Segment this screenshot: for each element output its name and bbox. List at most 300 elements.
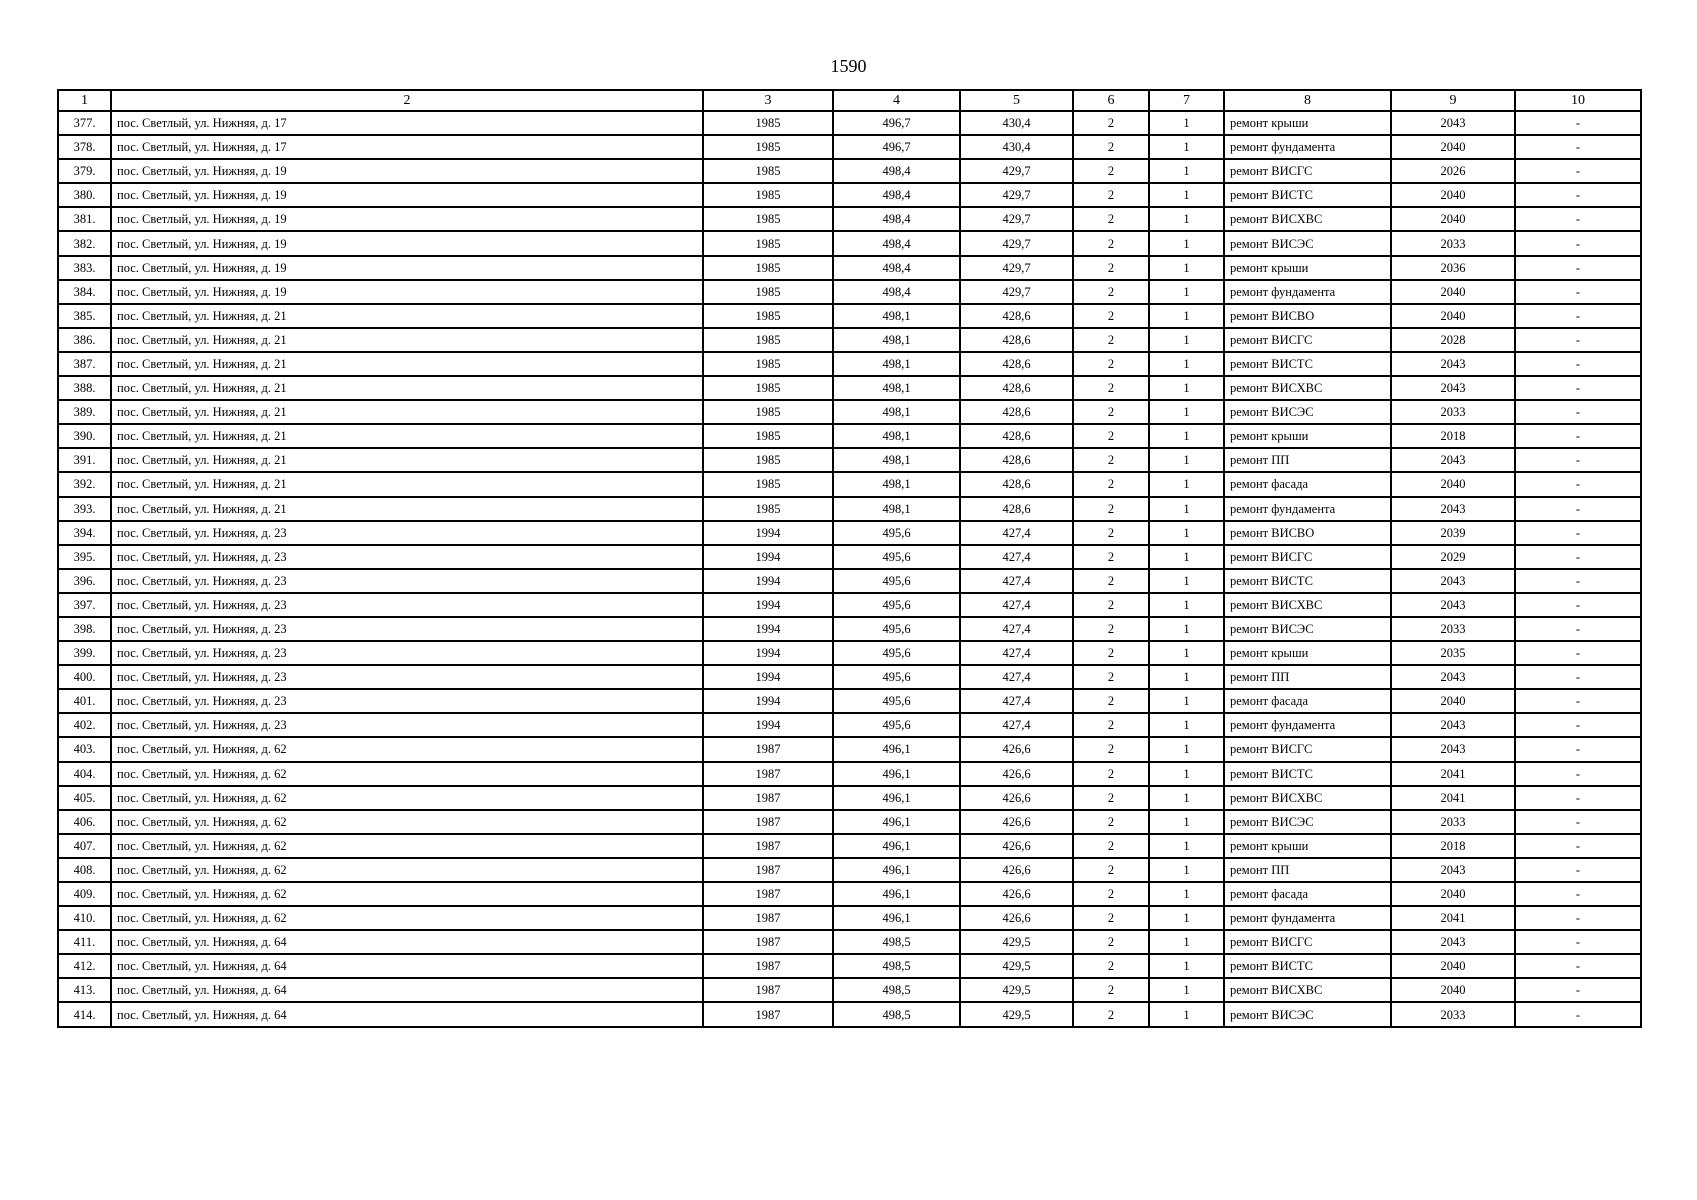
table-row (58, 280, 1641, 304)
row-number-cell: 391. (58, 448, 111, 472)
work-type-cell: ремонт ВИСХВС (1224, 786, 1391, 810)
row-number-cell: 412. (58, 954, 111, 978)
year-built-cell: 1994 (703, 689, 833, 713)
table-row (58, 689, 1641, 713)
living-area-cell: 427,4 (960, 641, 1073, 665)
living-area-cell: 429,7 (960, 256, 1073, 280)
address-cell: пос. Светлый, ул. Нижняя, д. 62 (111, 810, 703, 834)
address-cell: пос. Светлый, ул. Нижняя, д. 23 (111, 545, 703, 569)
work-type-cell: ремонт фасада (1224, 689, 1391, 713)
table-row (58, 256, 1641, 280)
living-area-cell: 427,4 (960, 665, 1073, 689)
year-built-cell: 1985 (703, 400, 833, 424)
column-header: 6 (1073, 90, 1149, 111)
living-area-cell: 427,4 (960, 545, 1073, 569)
floors-cell: 2 (1073, 231, 1149, 255)
floors-cell: 2 (1073, 183, 1149, 207)
total-area-cell: 498,4 (833, 256, 960, 280)
living-area-cell: 427,4 (960, 617, 1073, 641)
note-cell: - (1515, 834, 1641, 858)
planned-year-cell: 2018 (1391, 424, 1515, 448)
entrances-cell: 1 (1149, 424, 1224, 448)
year-built-cell: 1994 (703, 713, 833, 737)
row-number-cell: 400. (58, 665, 111, 689)
year-built-cell: 1985 (703, 472, 833, 496)
table-row (58, 786, 1641, 810)
total-area-cell: 496,1 (833, 906, 960, 930)
planned-year-cell: 2040 (1391, 304, 1515, 328)
total-area-cell: 496,1 (833, 786, 960, 810)
address-cell: пос. Светлый, ул. Нижняя, д. 19 (111, 159, 703, 183)
table-row (58, 159, 1641, 183)
note-cell: - (1515, 569, 1641, 593)
address-cell: пос. Светлый, ул. Нижняя, д. 62 (111, 786, 703, 810)
entrances-cell: 1 (1149, 183, 1224, 207)
floors-cell: 2 (1073, 641, 1149, 665)
living-area-cell: 429,7 (960, 231, 1073, 255)
table-row (58, 930, 1641, 954)
total-area-cell: 498,5 (833, 1002, 960, 1026)
planned-year-cell: 2028 (1391, 328, 1515, 352)
entrances-cell: 1 (1149, 834, 1224, 858)
row-number-cell: 408. (58, 858, 111, 882)
planned-year-cell: 2040 (1391, 135, 1515, 159)
entrances-cell: 1 (1149, 231, 1224, 255)
planned-year-cell: 2043 (1391, 111, 1515, 135)
table-row (58, 737, 1641, 761)
address-cell: пос. Светлый, ул. Нижняя, д. 19 (111, 231, 703, 255)
entrances-cell: 1 (1149, 665, 1224, 689)
address-cell: пос. Светлый, ул. Нижняя, д. 21 (111, 424, 703, 448)
total-area-cell: 498,5 (833, 930, 960, 954)
work-type-cell: ремонт ВИСЭС (1224, 617, 1391, 641)
repair-registry-table (57, 89, 1642, 1028)
entrances-cell: 1 (1149, 159, 1224, 183)
floors-cell: 2 (1073, 328, 1149, 352)
work-type-cell: ремонт крыши (1224, 641, 1391, 665)
address-cell: пос. Светлый, ул. Нижняя, д. 64 (111, 954, 703, 978)
year-built-cell: 1985 (703, 135, 833, 159)
total-area-cell: 495,6 (833, 689, 960, 713)
row-number-cell: 395. (58, 545, 111, 569)
total-area-cell: 496,1 (833, 762, 960, 786)
address-cell: пос. Светлый, ул. Нижняя, д. 23 (111, 569, 703, 593)
note-cell: - (1515, 376, 1641, 400)
table-row (58, 545, 1641, 569)
total-area-cell: 496,7 (833, 135, 960, 159)
total-area-cell: 495,6 (833, 617, 960, 641)
note-cell: - (1515, 497, 1641, 521)
row-number-cell: 382. (58, 231, 111, 255)
living-area-cell: 430,4 (960, 111, 1073, 135)
living-area-cell: 428,6 (960, 376, 1073, 400)
note-cell: - (1515, 689, 1641, 713)
work-type-cell: ремонт ВИСТС (1224, 954, 1391, 978)
total-area-cell: 498,5 (833, 954, 960, 978)
total-area-cell: 495,6 (833, 665, 960, 689)
total-area-cell: 498,1 (833, 424, 960, 448)
year-built-cell: 1987 (703, 1002, 833, 1026)
entrances-cell: 1 (1149, 786, 1224, 810)
row-number-cell: 396. (58, 569, 111, 593)
note-cell: - (1515, 256, 1641, 280)
work-type-cell: ремонт ВИСТС (1224, 352, 1391, 376)
work-type-cell: ремонт ВИСГС (1224, 328, 1391, 352)
column-header: 7 (1149, 90, 1224, 111)
note-cell: - (1515, 762, 1641, 786)
planned-year-cell: 2040 (1391, 472, 1515, 496)
page-number: 1590 (830, 56, 867, 76)
year-built-cell: 1985 (703, 448, 833, 472)
column-header: 10 (1515, 90, 1641, 111)
note-cell: - (1515, 665, 1641, 689)
year-built-cell: 1987 (703, 882, 833, 906)
note-cell: - (1515, 328, 1641, 352)
address-cell: пос. Светлый, ул. Нижняя, д. 19 (111, 256, 703, 280)
planned-year-cell: 2040 (1391, 207, 1515, 231)
floors-cell: 2 (1073, 472, 1149, 496)
floors-cell: 2 (1073, 207, 1149, 231)
table-row (58, 954, 1641, 978)
entrances-cell: 1 (1149, 689, 1224, 713)
year-built-cell: 1994 (703, 569, 833, 593)
year-built-cell: 1985 (703, 497, 833, 521)
entrances-cell: 1 (1149, 111, 1224, 135)
planned-year-cell: 2018 (1391, 834, 1515, 858)
address-cell: пос. Светлый, ул. Нижняя, д. 23 (111, 641, 703, 665)
year-built-cell: 1987 (703, 978, 833, 1002)
note-cell: - (1515, 641, 1641, 665)
address-cell: пос. Светлый, ул. Нижняя, д. 21 (111, 497, 703, 521)
row-number-cell: 401. (58, 689, 111, 713)
planned-year-cell: 2040 (1391, 882, 1515, 906)
total-area-cell: 496,1 (833, 834, 960, 858)
work-type-cell: ремонт ВИСХВС (1224, 376, 1391, 400)
work-type-cell: ремонт ВИСХВС (1224, 207, 1391, 231)
table-row (58, 641, 1641, 665)
row-number-cell: 388. (58, 376, 111, 400)
column-header: 5 (960, 90, 1073, 111)
floors-cell: 2 (1073, 521, 1149, 545)
floors-cell: 2 (1073, 569, 1149, 593)
year-built-cell: 1994 (703, 545, 833, 569)
planned-year-cell: 2040 (1391, 954, 1515, 978)
floors-cell: 2 (1073, 762, 1149, 786)
planned-year-cell: 2043 (1391, 930, 1515, 954)
floors-cell: 2 (1073, 448, 1149, 472)
living-area-cell: 428,6 (960, 472, 1073, 496)
work-type-cell: ремонт крыши (1224, 111, 1391, 135)
row-number-cell: 413. (58, 978, 111, 1002)
entrances-cell: 1 (1149, 521, 1224, 545)
entrances-cell: 1 (1149, 954, 1224, 978)
row-number-cell: 380. (58, 183, 111, 207)
row-number-cell: 409. (58, 882, 111, 906)
table-row (58, 762, 1641, 786)
planned-year-cell: 2036 (1391, 256, 1515, 280)
table-row (58, 376, 1641, 400)
table-row (58, 665, 1641, 689)
year-built-cell: 1987 (703, 858, 833, 882)
total-area-cell: 495,6 (833, 521, 960, 545)
year-built-cell: 1994 (703, 665, 833, 689)
table-row (58, 231, 1641, 255)
row-number-cell: 385. (58, 304, 111, 328)
table-row (58, 1002, 1641, 1026)
work-type-cell: ремонт ВИСГС (1224, 545, 1391, 569)
planned-year-cell: 2043 (1391, 448, 1515, 472)
address-cell: пос. Светлый, ул. Нижняя, д. 21 (111, 400, 703, 424)
work-type-cell: ремонт ВИСЭС (1224, 1002, 1391, 1026)
address-cell: пос. Светлый, ул. Нижняя, д. 21 (111, 304, 703, 328)
planned-year-cell: 2040 (1391, 280, 1515, 304)
entrances-cell: 1 (1149, 400, 1224, 424)
entrances-cell: 1 (1149, 569, 1224, 593)
planned-year-cell: 2043 (1391, 569, 1515, 593)
living-area-cell: 426,6 (960, 810, 1073, 834)
note-cell: - (1515, 183, 1641, 207)
entrances-cell: 1 (1149, 593, 1224, 617)
living-area-cell: 429,7 (960, 183, 1073, 207)
work-type-cell: ремонт ВИСЭС (1224, 810, 1391, 834)
address-cell: пос. Светлый, ул. Нижняя, д. 62 (111, 834, 703, 858)
note-cell: - (1515, 280, 1641, 304)
address-cell: пос. Светлый, ул. Нижняя, д. 64 (111, 1002, 703, 1026)
work-type-cell: ремонт ВИСГС (1224, 930, 1391, 954)
floors-cell: 2 (1073, 737, 1149, 761)
column-header: 4 (833, 90, 960, 111)
row-number-cell: 393. (58, 497, 111, 521)
row-number-cell: 384. (58, 280, 111, 304)
living-area-cell: 428,6 (960, 448, 1073, 472)
living-area-cell: 429,5 (960, 1002, 1073, 1026)
year-built-cell: 1987 (703, 906, 833, 930)
planned-year-cell: 2041 (1391, 906, 1515, 930)
entrances-cell: 1 (1149, 448, 1224, 472)
total-area-cell: 498,1 (833, 497, 960, 521)
row-number-cell: 377. (58, 111, 111, 135)
total-area-cell: 498,4 (833, 183, 960, 207)
column-header: 1 (58, 90, 111, 111)
total-area-cell: 498,1 (833, 304, 960, 328)
work-type-cell: ремонт фундамента (1224, 497, 1391, 521)
entrances-cell: 1 (1149, 882, 1224, 906)
planned-year-cell: 2026 (1391, 159, 1515, 183)
living-area-cell: 428,6 (960, 497, 1073, 521)
planned-year-cell: 2039 (1391, 521, 1515, 545)
entrances-cell: 1 (1149, 472, 1224, 496)
total-area-cell: 498,1 (833, 448, 960, 472)
address-cell: пос. Светлый, ул. Нижняя, д. 23 (111, 665, 703, 689)
total-area-cell: 496,1 (833, 882, 960, 906)
table-row (58, 424, 1641, 448)
year-built-cell: 1985 (703, 352, 833, 376)
total-area-cell: 498,1 (833, 376, 960, 400)
year-built-cell: 1987 (703, 834, 833, 858)
address-cell: пос. Светлый, ул. Нижняя, д. 23 (111, 593, 703, 617)
column-header: 8 (1224, 90, 1391, 111)
table-row (58, 569, 1641, 593)
address-cell: пос. Светлый, ул. Нижняя, д. 23 (111, 521, 703, 545)
work-type-cell: ремонт фасада (1224, 472, 1391, 496)
floors-cell: 2 (1073, 280, 1149, 304)
year-built-cell: 1994 (703, 641, 833, 665)
address-cell: пос. Светлый, ул. Нижняя, д. 19 (111, 207, 703, 231)
year-built-cell: 1985 (703, 256, 833, 280)
year-built-cell: 1985 (703, 280, 833, 304)
living-area-cell: 428,6 (960, 304, 1073, 328)
floors-cell: 2 (1073, 978, 1149, 1002)
table-header-row (58, 90, 1641, 111)
living-area-cell: 426,6 (960, 786, 1073, 810)
living-area-cell: 426,6 (960, 737, 1073, 761)
planned-year-cell: 2043 (1391, 858, 1515, 882)
entrances-cell: 1 (1149, 280, 1224, 304)
planned-year-cell: 2033 (1391, 617, 1515, 641)
address-cell: пос. Светлый, ул. Нижняя, д. 21 (111, 328, 703, 352)
living-area-cell: 426,6 (960, 906, 1073, 930)
planned-year-cell: 2043 (1391, 713, 1515, 737)
year-built-cell: 1987 (703, 954, 833, 978)
entrances-cell: 1 (1149, 304, 1224, 328)
work-type-cell: ремонт ВИСВО (1224, 304, 1391, 328)
note-cell: - (1515, 352, 1641, 376)
note-cell: - (1515, 930, 1641, 954)
floors-cell: 2 (1073, 858, 1149, 882)
row-number-cell: 403. (58, 737, 111, 761)
living-area-cell: 428,6 (960, 352, 1073, 376)
entrances-cell: 1 (1149, 762, 1224, 786)
year-built-cell: 1985 (703, 304, 833, 328)
entrances-cell: 1 (1149, 978, 1224, 1002)
total-area-cell: 495,6 (833, 545, 960, 569)
table-row (58, 834, 1641, 858)
floors-cell: 2 (1073, 713, 1149, 737)
table-row (58, 135, 1641, 159)
work-type-cell: ремонт ВИСГС (1224, 737, 1391, 761)
note-cell: - (1515, 424, 1641, 448)
work-type-cell: ремонт фундамента (1224, 280, 1391, 304)
year-built-cell: 1994 (703, 521, 833, 545)
work-type-cell: ремонт ВИСТС (1224, 569, 1391, 593)
floors-cell: 2 (1073, 786, 1149, 810)
year-built-cell: 1985 (703, 424, 833, 448)
total-area-cell: 495,6 (833, 593, 960, 617)
work-type-cell: ремонт ПП (1224, 858, 1391, 882)
entrances-cell: 1 (1149, 328, 1224, 352)
table-row (58, 906, 1641, 930)
total-area-cell: 495,6 (833, 569, 960, 593)
floors-cell: 2 (1073, 834, 1149, 858)
floors-cell: 2 (1073, 665, 1149, 689)
table-row (58, 882, 1641, 906)
note-cell: - (1515, 400, 1641, 424)
year-built-cell: 1987 (703, 762, 833, 786)
year-built-cell: 1985 (703, 111, 833, 135)
living-area-cell: 429,7 (960, 280, 1073, 304)
year-built-cell: 1994 (703, 617, 833, 641)
living-area-cell: 428,6 (960, 424, 1073, 448)
note-cell: - (1515, 858, 1641, 882)
year-built-cell: 1985 (703, 328, 833, 352)
entrances-cell: 1 (1149, 617, 1224, 641)
note-cell: - (1515, 231, 1641, 255)
row-number-cell: 398. (58, 617, 111, 641)
note-cell: - (1515, 882, 1641, 906)
work-type-cell: ремонт крыши (1224, 256, 1391, 280)
address-cell: пос. Светлый, ул. Нижняя, д. 23 (111, 689, 703, 713)
total-area-cell: 498,1 (833, 328, 960, 352)
note-cell: - (1515, 978, 1641, 1002)
work-type-cell: ремонт фундамента (1224, 135, 1391, 159)
entrances-cell: 1 (1149, 135, 1224, 159)
total-area-cell: 498,5 (833, 978, 960, 1002)
living-area-cell: 427,4 (960, 713, 1073, 737)
note-cell: - (1515, 1002, 1641, 1026)
floors-cell: 2 (1073, 617, 1149, 641)
column-header: 2 (111, 90, 703, 111)
work-type-cell: ремонт ВИСХВС (1224, 978, 1391, 1002)
entrances-cell: 1 (1149, 1002, 1224, 1026)
planned-year-cell: 2033 (1391, 231, 1515, 255)
row-number-cell: 394. (58, 521, 111, 545)
living-area-cell: 426,6 (960, 762, 1073, 786)
row-number-cell: 402. (58, 713, 111, 737)
column-header: 9 (1391, 90, 1515, 111)
table-row (58, 472, 1641, 496)
total-area-cell: 498,4 (833, 280, 960, 304)
row-number-cell: 386. (58, 328, 111, 352)
table-row (58, 183, 1641, 207)
planned-year-cell: 2033 (1391, 810, 1515, 834)
table-body (58, 111, 1641, 1027)
address-cell: пос. Светлый, ул. Нижняя, д. 17 (111, 111, 703, 135)
floors-cell: 2 (1073, 954, 1149, 978)
note-cell: - (1515, 617, 1641, 641)
planned-year-cell: 2040 (1391, 689, 1515, 713)
work-type-cell: ремонт фасада (1224, 882, 1391, 906)
floors-cell: 2 (1073, 256, 1149, 280)
planned-year-cell: 2040 (1391, 183, 1515, 207)
living-area-cell: 426,6 (960, 834, 1073, 858)
total-area-cell: 498,1 (833, 472, 960, 496)
table-row (58, 448, 1641, 472)
entrances-cell: 1 (1149, 713, 1224, 737)
entrances-cell: 1 (1149, 930, 1224, 954)
entrances-cell: 1 (1149, 641, 1224, 665)
note-cell: - (1515, 521, 1641, 545)
work-type-cell: ремонт ВИСЭС (1224, 400, 1391, 424)
planned-year-cell: 2043 (1391, 376, 1515, 400)
living-area-cell: 429,7 (960, 159, 1073, 183)
row-number-cell: 379. (58, 159, 111, 183)
planned-year-cell: 2035 (1391, 641, 1515, 665)
row-number-cell: 387. (58, 352, 111, 376)
address-cell: пос. Светлый, ул. Нижняя, д. 21 (111, 376, 703, 400)
work-type-cell: ремонт фундамента (1224, 713, 1391, 737)
entrances-cell: 1 (1149, 352, 1224, 376)
living-area-cell: 430,4 (960, 135, 1073, 159)
floors-cell: 2 (1073, 810, 1149, 834)
floors-cell: 2 (1073, 424, 1149, 448)
work-type-cell: ремонт ВИСХВС (1224, 593, 1391, 617)
planned-year-cell: 2040 (1391, 978, 1515, 1002)
note-cell: - (1515, 786, 1641, 810)
year-built-cell: 1987 (703, 786, 833, 810)
work-type-cell: ремонт ВИСГС (1224, 159, 1391, 183)
entrances-cell: 1 (1149, 256, 1224, 280)
row-number-cell: 404. (58, 762, 111, 786)
